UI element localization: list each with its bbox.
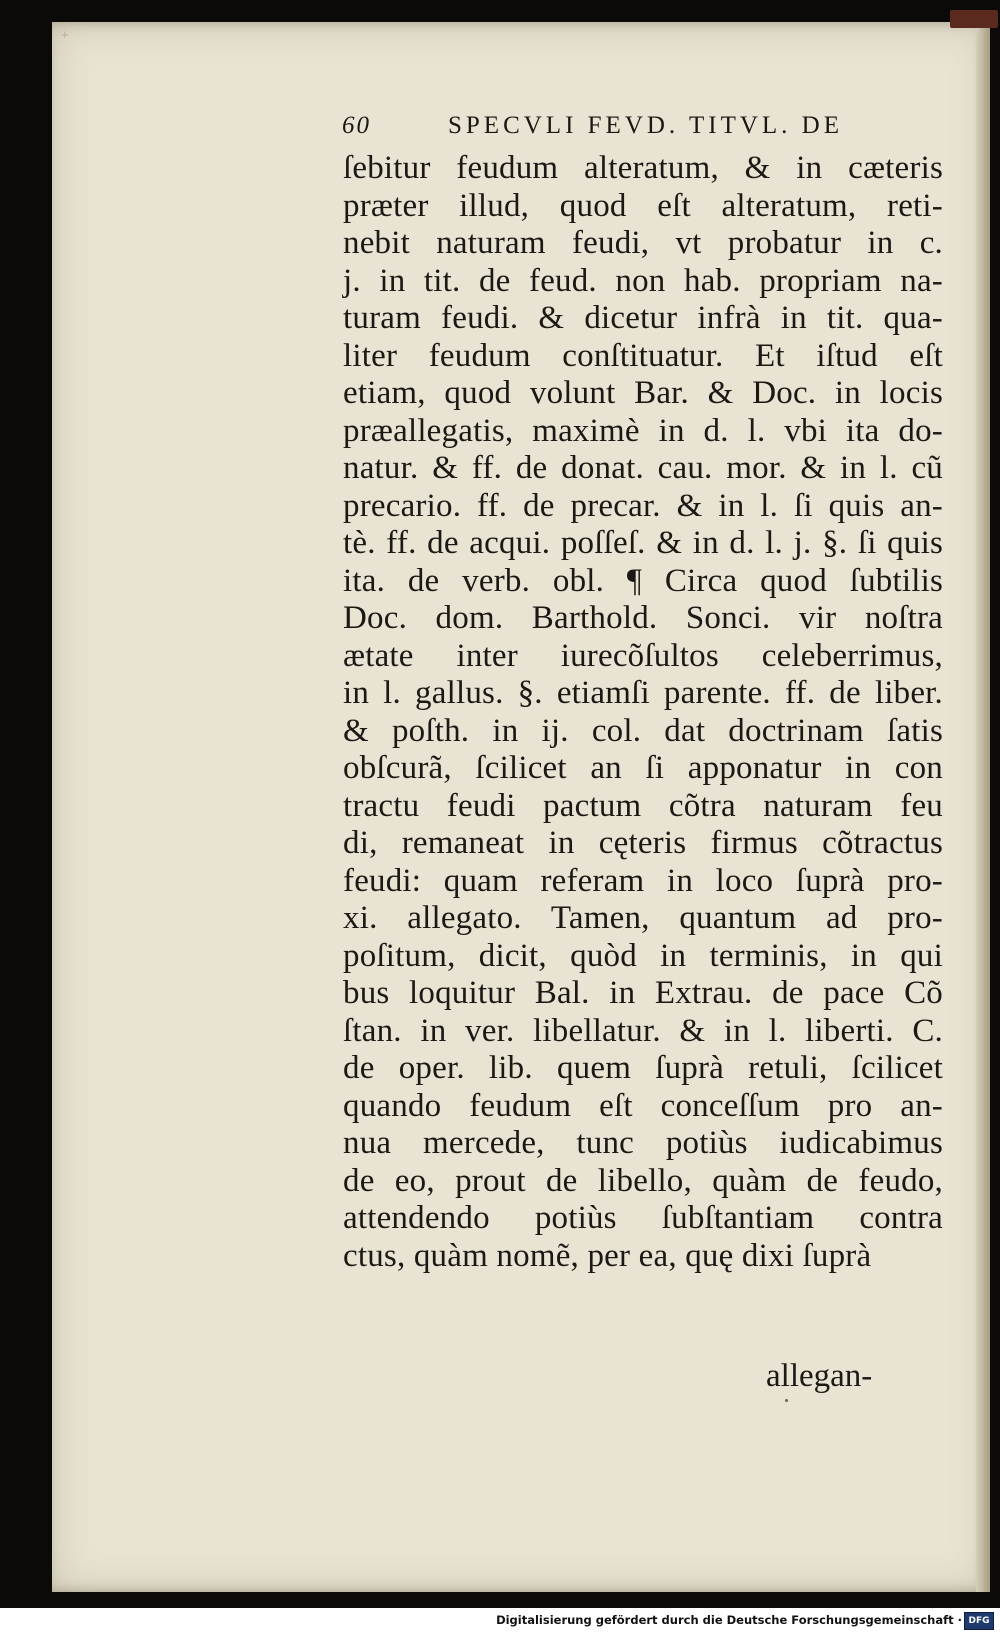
page-header — [342, 112, 942, 152]
body-text — [343, 150, 943, 1275]
text-line: xi. allegato. Tamen, quantum ad pro- — [343, 900, 943, 936]
running-head: SPECVLI FEVD. TITVL. DE — [448, 112, 844, 139]
dfg-logo: DFG — [964, 1612, 994, 1630]
text-line: præallegatis, maximè in d. l. vbi ita do- — [343, 412, 943, 449]
text-line: quando feudum eſt conceſſum pro an- — [343, 1087, 943, 1124]
text-line: etiam, quod volunt Bar. & Doc. in locis — [343, 375, 943, 411]
text-line: Doc. dom. Barthold. Sonci. vir noſtra — [343, 600, 943, 636]
text-line: tè. ff. de acqui. poſſeſ. & in d. l. j. §. ſi quis — [343, 525, 943, 561]
funding-credit: Digitalisierung gefördert durch die Deutsche Forschungsgemeinschaft · — [496, 1613, 962, 1627]
text-line: bus loquitur Bal. in Extrau. de pace Cõ — [343, 975, 943, 1011]
text-line: nebit naturam feudi, vt probatur in c. — [343, 225, 943, 261]
page-number: 60 — [342, 112, 371, 139]
text-line: ita. de verb. obl. ¶ Circa quod ſubtilis — [343, 562, 943, 599]
text-line: tractu feudi pactum cõtra naturam feu — [343, 787, 943, 824]
text-line: ſebitur feudum alteratum, & in cæteris — [343, 150, 943, 186]
text-line: & poſth. in ij. col. dat doctrinam ſatis — [343, 712, 943, 749]
footer-bar — [0, 1608, 1000, 1634]
text-line: turam feudi. & dicetur infrà in tit. qua- — [343, 300, 943, 336]
text-line: precario. ff. de precar. & in l. ſi quis an- — [343, 487, 943, 524]
text-line: di, remaneat in cęteris firmus cõtractus — [343, 825, 943, 861]
text-line: præter illud, quod eſt alteratum, reti- — [343, 187, 943, 224]
text-line: ctus, quàm nomẽ, per ea, quę dixi ſuprà — [343, 1237, 872, 1274]
text-line: nua mercede, tunc potiùs iudicabimus — [343, 1125, 943, 1161]
text-line: natur. & ff. de donat. cau. mor. & in l. cũ — [343, 450, 943, 486]
text-line: ætate inter iurecõſultos celeberrimus, — [343, 637, 943, 674]
text-line: ſtan. in ver. libellatur. & in l. liberti. C. — [343, 1012, 943, 1049]
text-line: j. in tit. de feud. non hab. propriam na- — [343, 262, 943, 299]
text-line: liter feudum conſtituatur. Et iſtud eſt — [343, 337, 943, 374]
binding-corner-mark — [950, 10, 998, 28]
page-edge-shadow — [976, 22, 990, 1592]
catchword: allegan- — [766, 1358, 873, 1394]
ink-speck — [785, 1399, 788, 1402]
text-line: poſitum, dicit, quòd in terminis, in qui — [343, 937, 943, 974]
page-fold-mark: ⁺ — [60, 28, 70, 48]
text-line: de oper. lib. quem ſuprà retuli, ſcilicet — [343, 1050, 943, 1086]
text-line: de eo, prout de libello, quàm de feudo, — [343, 1162, 943, 1199]
text-line: attendendo potiùs ſubſtantiam contra — [343, 1200, 943, 1236]
book-page — [52, 22, 990, 1592]
text-line: in l. gallus. §. etiamſi parente. ff. de liber. — [343, 675, 943, 711]
text-line: obſcurã, ſcilicet an ſi apponatur in con — [343, 750, 943, 786]
text-line: feudi: quam referam in loco ſuprà pro- — [343, 862, 943, 899]
